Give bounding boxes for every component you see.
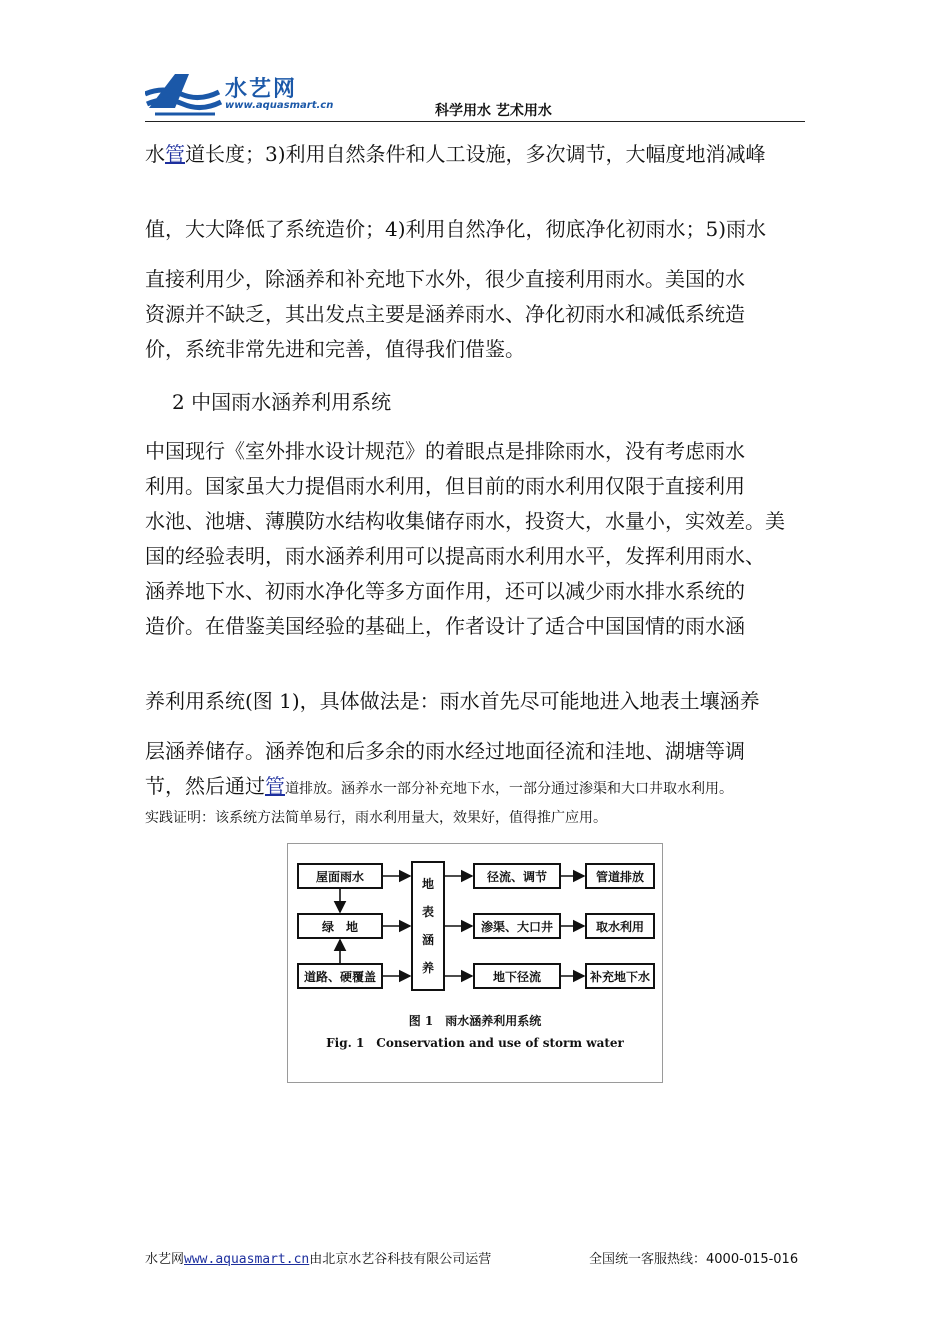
label-seepage: 渗渠、大口井 xyxy=(480,920,554,934)
text-line: 水池、池塘、薄膜防水结构收集储存雨水，投资大，水量小，实效差。美 xyxy=(145,509,785,533)
text-line: 直接利用少，除涵养和补充地下水外，很少直接利用雨水。美国的水 xyxy=(145,267,745,291)
header-divider xyxy=(145,121,805,122)
text-line: 值，大大降低了系统造价；4)利用自然净化，彻底净化初雨水；5)雨水 xyxy=(145,217,767,241)
text-line: 资源并不缺乏，其出发点主要是涵养雨水、净化初雨水和减低系统造 xyxy=(145,302,745,326)
logo-text: 水艺网 xyxy=(225,77,298,102)
aquasmart-logo-icon xyxy=(145,68,223,120)
text-line xyxy=(145,769,810,807)
text-line: 养利用系统(图 1)，具体做法是：雨水首先尽可能地进入地表土壤涵养 xyxy=(145,689,760,713)
paragraph-2 xyxy=(145,212,810,247)
label-runoff: 径流、调节 xyxy=(486,870,548,884)
text-line: 利用。国家虽大力提倡雨水利用，但目前的雨水利用仅限于直接利用 xyxy=(145,474,745,498)
page-footer xyxy=(145,1248,810,1268)
figure-caption-en: Fig. 1 Conservation and use of storm water xyxy=(326,1036,624,1050)
text-span: 道长度；3)利用自然条件和人工设施，多次调节，大幅度地消减峰 xyxy=(185,142,766,166)
label-intake: 取水利用 xyxy=(595,920,645,934)
pipe-link-2[interactable]: 管 xyxy=(265,774,285,798)
paragraph-6 xyxy=(145,734,810,829)
label-groundflow: 地下径流 xyxy=(492,970,542,984)
footer-url-link[interactable]: www.aquasmart.cn xyxy=(184,1252,310,1267)
logo-url: www.aquasmart.cn xyxy=(225,100,334,111)
figure-1 xyxy=(287,843,663,1083)
label-road: 道路、硬覆盖 xyxy=(303,970,377,984)
footer-brand: 水艺网 xyxy=(145,1252,185,1267)
label-center-1: 表 xyxy=(421,905,435,919)
pipe-link[interactable]: 管 xyxy=(165,142,185,166)
label-recharge: 补充地下水 xyxy=(589,970,651,984)
text-line-small: 实践证明：该系统方法简单易行，雨水利用量大，效果好，值得推广应用。 xyxy=(145,810,607,826)
text-line: 中国现行《室外排水设计规范》的着眼点是排除雨水，没有考虑雨水 xyxy=(145,439,745,463)
label-center-0: 地 xyxy=(421,877,435,891)
footer-left xyxy=(145,1248,491,1267)
paragraph-4 xyxy=(145,434,810,644)
footer-operator: 由北京水艺谷科技有限公司运营 xyxy=(309,1252,492,1267)
page-header xyxy=(145,68,805,120)
header-tagline: 科学用水 艺术用水 xyxy=(435,103,552,119)
text-span: 水 xyxy=(145,142,165,166)
text-span-small: 道排放。涵养水一部分补充地下水，一部分通过渗渠和大口井取水利用。 xyxy=(285,781,733,797)
label-roof: 屋面雨水 xyxy=(315,870,365,884)
label-center-3: 养 xyxy=(421,961,435,975)
section-heading xyxy=(172,385,837,420)
text-line xyxy=(145,137,810,172)
label-pipe: 管道排放 xyxy=(595,870,645,884)
text-line: 造价。在借鉴美国经验的基础上，作者设计了适合中国国情的雨水涵 xyxy=(145,614,745,638)
text-line: 层涵养储存。涵养饱和后多余的雨水经过地面径流和洼地、湖塘等调 xyxy=(145,739,745,763)
text-line: 涵养地下水、初雨水净化等多方面作用，还可以减少雨水排水系统的 xyxy=(145,579,745,603)
paragraph-1 xyxy=(145,137,810,172)
paragraph-5 xyxy=(145,684,810,719)
heading-text: 2 中国雨水涵养利用系统 xyxy=(172,390,392,414)
text-line: 价，系统非常先进和完善，值得我们借鉴。 xyxy=(145,337,525,361)
paragraph-3 xyxy=(145,262,810,367)
text-span: 节，然后通过 xyxy=(145,774,265,798)
label-green: 绿 地 xyxy=(321,920,359,934)
figure-caption-cn: 图 1 雨水涵养利用系统 xyxy=(408,1014,542,1028)
logo[interactable] xyxy=(145,68,375,120)
label-center-2: 涵 xyxy=(421,933,435,947)
footer-hotline: 全国统一客服热线：4000-015-016 xyxy=(589,1252,799,1267)
text-line: 国的经验表明，雨水涵养利用可以提高雨水利用水平，发挥利用雨水、 xyxy=(145,544,765,568)
